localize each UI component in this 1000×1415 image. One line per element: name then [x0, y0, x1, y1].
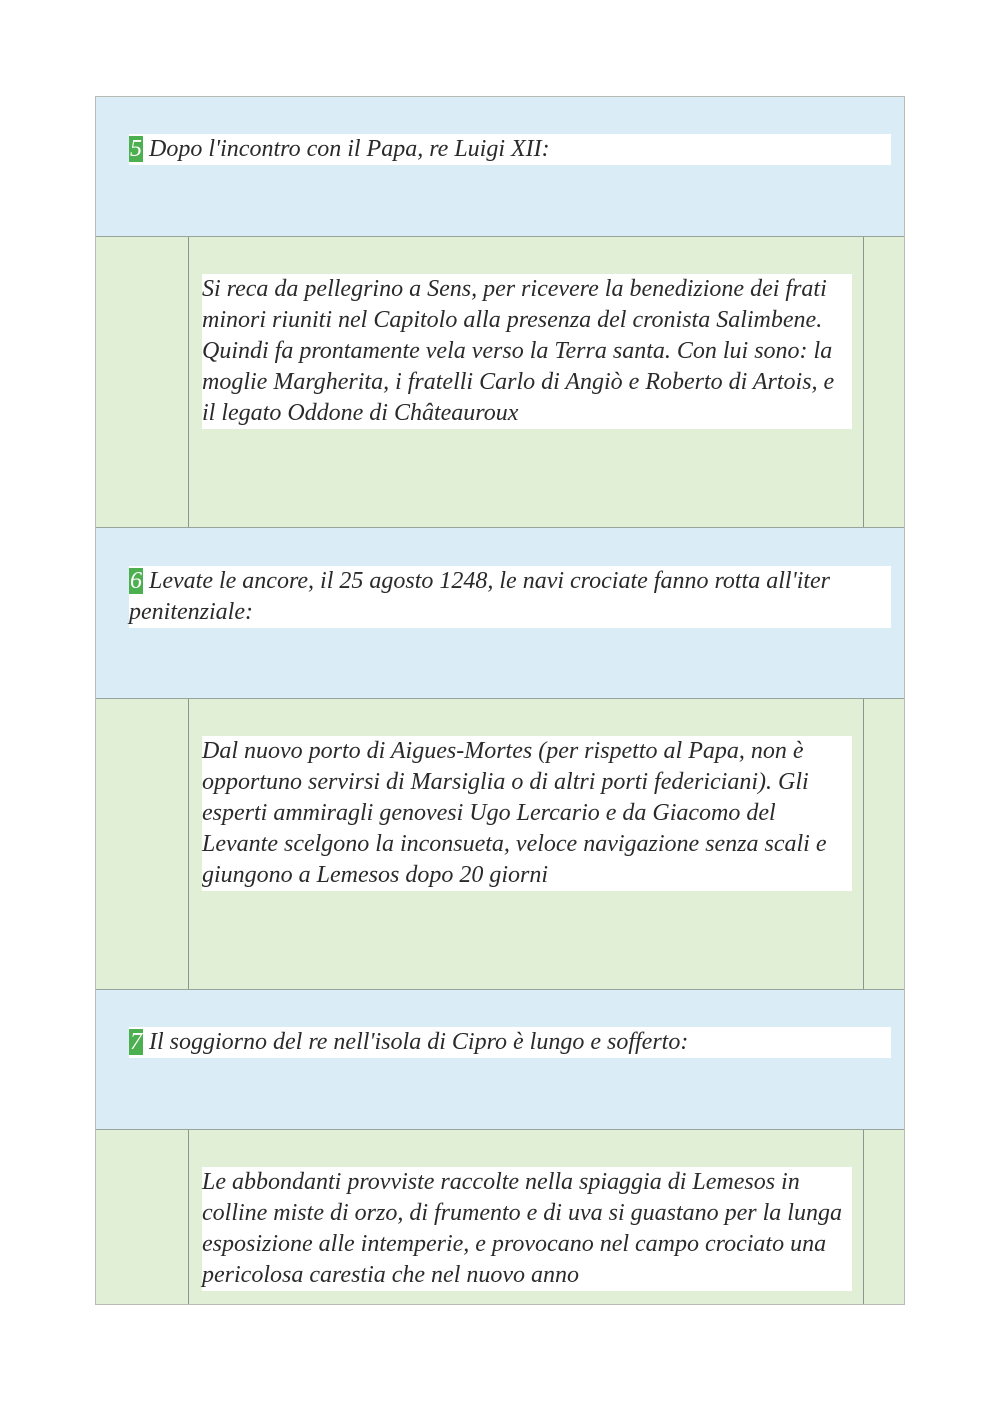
section-6-body-row: [96, 699, 904, 990]
section-7-body: Le abbondanti provviste raccolte nella spiaggia di Lemesos in colline miste di orzo, di frumento e di uva si guastano per la lunga esposizione alle intemperie, e provocano nel campo crociato una pericolosa carestia che nel nuovo anno: [202, 1167, 852, 1291]
section-heading-text: Levate le ancore, il 25 agosto 1248, le navi crociate fanno rotta all'iter penitenziale:: [129, 568, 831, 625]
section-5-heading-row: [96, 97, 904, 237]
section-heading-text: Il soggiorno del re nell'isola di Cipro è lungo e sofferto:: [143, 1029, 689, 1055]
document-table: [95, 96, 905, 1305]
section-heading-text: Dopo l'incontro con il Papa, re Luigi XII:: [143, 136, 550, 162]
left-cell: [96, 237, 189, 527]
right-cell: [863, 237, 904, 527]
section-number-badge: 7: [130, 1029, 142, 1055]
left-cell: [96, 1130, 189, 1304]
section-number-badge: 5: [130, 136, 142, 162]
section-number-badge: 6: [130, 568, 142, 594]
section-6-body: Dal nuovo porto di Aigues-Mortes (per rispetto al Papa, non è opportuno servirsi di Marsiglia o di altri porti federiciani). Gli esperti ammiragli genovesi Ugo Lercario e da Giacomo del Levante scelgono la inconsueta, veloce navigazione senza scali e giungono a Lemesos dopo 20 giorni: [202, 736, 852, 891]
right-cell: [863, 1130, 904, 1304]
section-6-heading-row: [96, 528, 904, 699]
section-5-body: Si reca da pellegrino a Sens, per ricevere la benedizione dei frati minori riuniti nel Capitolo alla presenza del cronista Salimbene. Quindi fa prontamente vela verso la Terra santa. Con lui sono: la moglie Margherita, i fratelli Carlo di Angiò e Roberto di Artois, e il legato Oddone di Châteauroux: [202, 274, 852, 429]
section-5-body-row: [96, 237, 904, 528]
left-cell: [96, 699, 189, 989]
right-cell: [863, 699, 904, 989]
section-7-heading-row: [96, 990, 904, 1130]
section-5-heading: [129, 134, 891, 165]
section-7-heading: [129, 1027, 891, 1058]
section-6-heading: [129, 566, 891, 628]
section-7-body-row: [96, 1130, 904, 1304]
